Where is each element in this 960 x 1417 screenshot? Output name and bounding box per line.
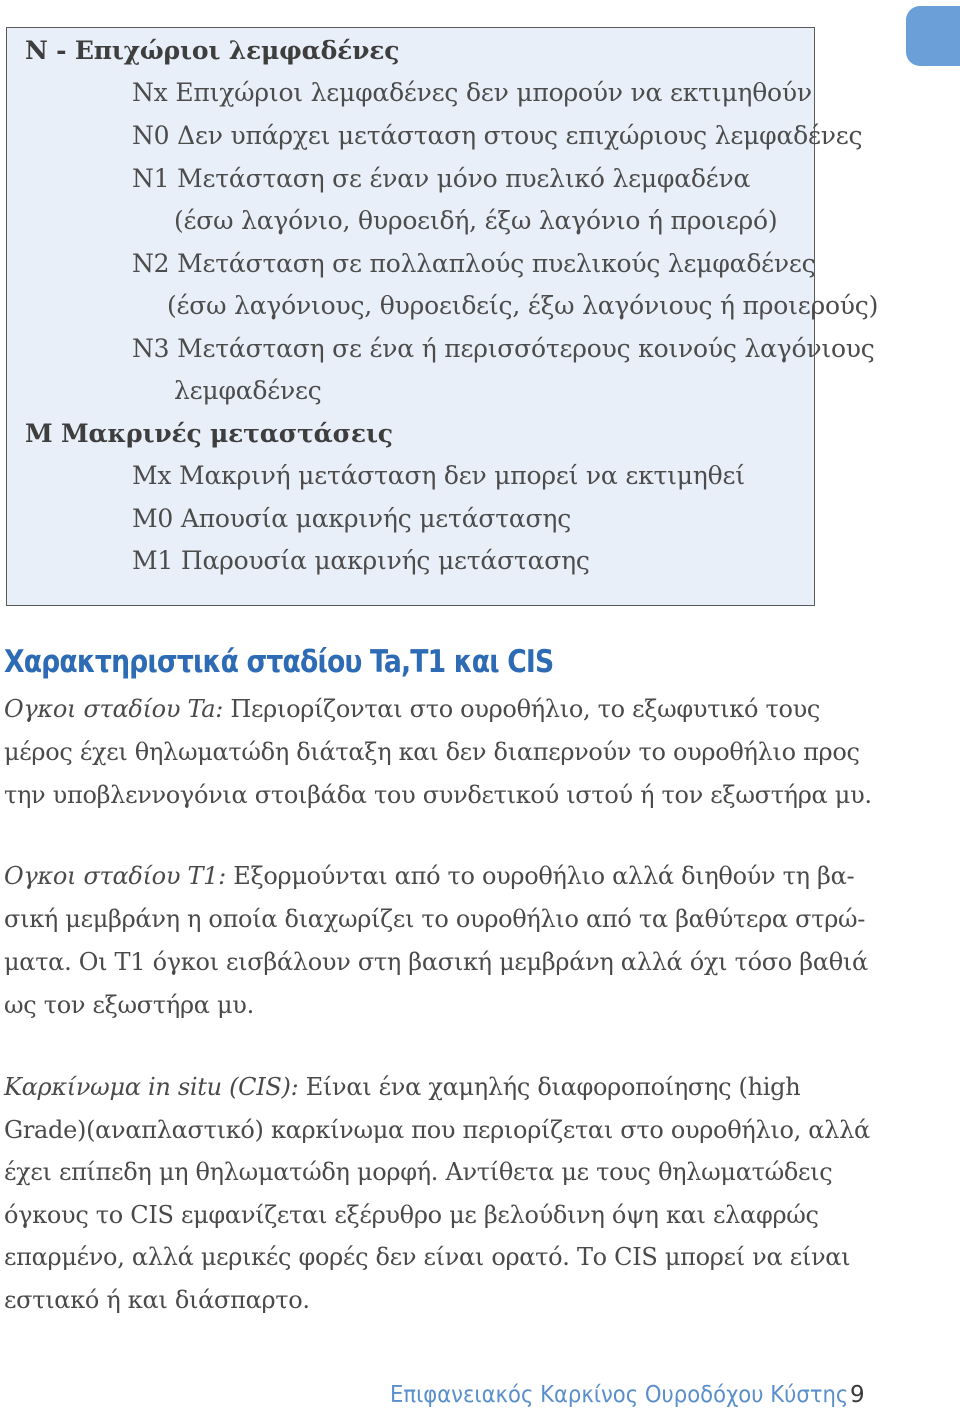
cis-paragraph-line: όγκους το CIS εμφανίζεται εξέρυθρο με βελούδινη όψη και ελαφρώς [4,1201,819,1229]
m-heading: M Μακρινές μεταστάσεις [25,419,393,448]
page-number: 9 [850,1382,865,1408]
tnm-staging-box [6,27,879,606]
ta-text: Περιορίζονται στο ουροθήλιο, το εξωφυτικό τους [223,695,821,723]
ta-paragraph-line: την υποβλεννογόνια στοιβάδα του συνδετικού ιστού ή τον εξωστήρα μυ. [4,781,872,809]
cis-paragraph-line: Grade)(αναπλαστικό) καρκίνωμα που περιορίζεται στο ουροθήλιο, αλλά [4,1116,870,1144]
t1-paragraph-line [4,861,854,891]
cis-term: Καρκίνωμα in situ (CIS): [4,1073,299,1101]
section-heading: Χαρακτηριστικά σταδίου Ta,T1 και CIS [4,644,554,680]
n2-detail: (έσω λαγόνιους, θυροειδείς, έξω λαγόνιους ή προιερούς) [167,291,879,320]
nx-item: Nx Επιχώριοι λεμφαδένες δεν μπορούν να εκτιμηθούν [132,78,812,107]
n1-item: N1 Μετάσταση σε έναν μόνο πυελικό λεμφαδένα [132,164,751,193]
t1-term: Ογκοι σταδίου T1: [4,862,226,890]
ta-term: Ογκοι σταδίου Ta: [4,695,224,723]
ta-paragraph-line: μέρος έχει θηλωματώδη διάταξη και δεν διαπερνούν το ουροθήλιο προς [4,738,860,766]
m1-item: M1 Παρουσία μακρινής μετάστασης [132,546,590,575]
t1-text: Εξορμούνται από το ουροθήλιο αλλά διηθούν τη βα- [225,862,855,890]
cis-text: Είναι ένα χαμηλής διαφοροποίησης (high [298,1073,801,1101]
footer-title: Επιφανειακός Καρκίνος Ουροδόχου Κύστης [390,1382,849,1408]
n3-detail: λεμφαδένες [174,376,322,405]
t1-paragraph-line: σική μεμβράνη η οποία διαχωρίζει το ουροθήλιο από τα βαθύτερα στρώ- [4,905,866,933]
mx-item: Mx Μακρινή μετάσταση δεν μπορεί να εκτιμηθεί [132,461,745,490]
t1-paragraph-line: ματα. Οι Τ1 όγκοι εισβάλουν στη βασική μεμβράνη αλλά όχι τόσο βαθιά [4,948,868,976]
t1-paragraph-line: ως τον εξωστήρα μυ. [4,991,254,1019]
ta-paragraph-line [4,694,820,724]
cis-paragraph-line [4,1072,800,1102]
n1-detail: (έσω λαγόνιο, θυροειδή, έξω λαγόνιο ή προιερό) [174,206,778,235]
cis-paragraph-line: έχει επίπεδη μη θηλωματώδη μορφή. Αντίθετα με τους θηλωματώδεις [4,1158,833,1186]
n-heading: N - Επιχώριοι λεμφαδένες [25,36,400,65]
m0-item: M0 Απουσία μακρινής μετάστασης [132,504,571,533]
cis-paragraph-line: εστιακό ή και διάσπαρτο. [4,1286,310,1314]
n0-item: N0 Δεν υπάρχει μετάσταση στους επιχώριους λεμφαδένες [132,121,863,150]
n3-item: N3 Μετάσταση σε ένα ή περισσότερους κοινούς λαγόνιους [132,334,875,363]
page-corner-tab [906,6,960,66]
n2-item: N2 Μετάσταση σε πολλαπλούς πυελικούς λεμφαδένες [132,249,816,278]
cis-paragraph-line: επαρμένο, αλλά μερικές φορές δεν είναι ορατό. Το CIS μπορεί να είναι [4,1243,851,1271]
